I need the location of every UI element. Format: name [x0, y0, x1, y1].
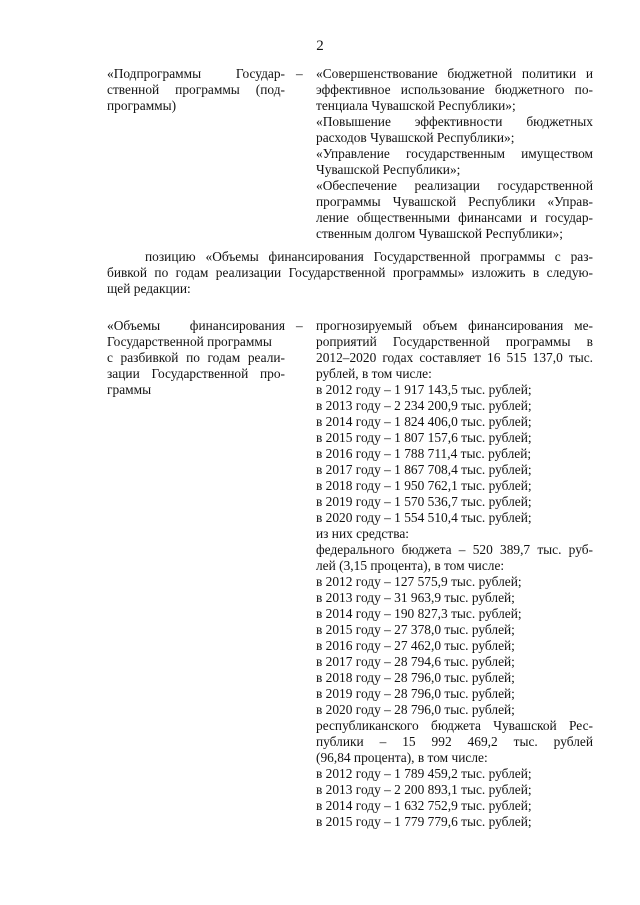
subprograms-dash: –	[296, 66, 303, 81]
instruction-line: позицию «Объемы финансирования Государственной программы с раз-	[145, 249, 593, 264]
subprograms-value-line: ственным долгом Чувашской Республики»;	[316, 226, 563, 241]
instruction-paragraph	[107, 249, 593, 297]
financing-value-line: в 2012 году – 127 575,9 тыс. рублей;	[316, 574, 522, 589]
subprograms-label-line: программы)	[107, 98, 177, 113]
financing-value-line: в 2015 году – 27 378,0 тыс. рублей;	[316, 622, 515, 637]
financing-value-line: в 2014 году – 1 632 752,9 тыс. рублей;	[316, 798, 532, 813]
financing-value-line: лей (3,15 процента), в том числе:	[316, 558, 505, 573]
financing-value-line: в 2014 году – 190 827,3 тыс. рублей;	[316, 606, 522, 621]
financing-label-line: с разбивкой по годам реали-	[107, 350, 285, 365]
subprograms-value-line: «Совершенствование бюджетной политики и	[316, 66, 593, 81]
subprograms-label-line: «Подпрограммы Государ-	[107, 66, 285, 81]
financing-value-line: республиканского бюджета Чувашской Рес-	[316, 718, 593, 733]
subprograms-value-line: эффективное использование бюджетного по-	[316, 82, 593, 97]
financing-label-line: граммы	[107, 382, 152, 397]
financing-value-line: в 2012 году – 1 917 143,5 тыс. рублей;	[316, 382, 532, 397]
financing-value-line: из них средства:	[316, 526, 410, 541]
financing-value-line: рублей, в том числе:	[316, 366, 432, 381]
financing-value-line: (96,84 процента), в том числе:	[316, 750, 488, 765]
financing-value-line: в 2013 году – 2 234 200,9 тыс. рублей;	[316, 398, 532, 413]
financing-value-line: в 2019 году – 28 796,0 тыс. рублей;	[316, 686, 515, 701]
subprograms-value-line: Чувашской Республики»;	[316, 162, 461, 177]
financing-value-line: в 2017 году – 28 794,6 тыс. рублей;	[316, 654, 515, 669]
subprograms-value-line: «Обеспечение реализации государственной	[316, 178, 593, 193]
financing-label-line: «Объемы финансирования	[107, 318, 285, 333]
subprograms-value-line: программы Чувашской Республики «Управ-	[316, 194, 593, 209]
financing-value-line: прогнозируемый объем финансирования ме-	[316, 318, 593, 333]
financing-value-line: в 2016 году – 1 788 711,4 тыс. рублей;	[316, 446, 532, 461]
financing-label	[107, 318, 285, 398]
financing-value-line: в 2017 году – 1 867 708,4 тыс. рублей;	[316, 462, 532, 477]
page-number: 2	[316, 38, 324, 54]
financing-label-line: зации Государственной про-	[107, 366, 285, 381]
subprograms-value-line: «Повышение эффективности бюджетных	[316, 114, 593, 129]
financing-value-line: публики – 15 992 469,2 тыс. рублей	[316, 734, 593, 749]
financing-value-line: в 2013 году – 31 963,9 тыс. рублей;	[316, 590, 515, 605]
financing-value-line: роприятий Государственной программы в	[316, 334, 593, 349]
subprograms-value	[316, 66, 593, 242]
financing-value-line: в 2015 году – 1 779 779,6 тыс. рублей;	[316, 814, 532, 829]
financing-value-line: в 2018 году – 1 950 762,1 тыс. рублей;	[316, 478, 532, 493]
subprograms-label-line: ственной программы (под-	[107, 82, 285, 97]
instruction-line: бивкой по годам реализации Государственной программы» изложить в следую-	[107, 265, 593, 280]
subprograms-value-line: тенциала Чувашской Республики»;	[316, 98, 516, 113]
instruction-line: щей редакции:	[107, 281, 191, 296]
financing-value	[316, 318, 593, 830]
subprograms-value-line: расходов Чувашской Республики»;	[316, 130, 515, 145]
financing-value-line: в 2015 году – 1 807 157,6 тыс. рублей;	[316, 430, 532, 445]
financing-value-line: в 2020 году – 28 796,0 тыс. рублей;	[316, 702, 515, 717]
financing-value-line: в 2013 году – 2 200 893,1 тыс. рублей;	[316, 782, 532, 797]
subprograms-value-line: ление общественными финансами и государ-	[316, 210, 593, 225]
financing-label-line: Государственной программы	[107, 334, 272, 349]
financing-value-line: 2012–2020 годах составляет 16 515 137,0 тыс.	[316, 350, 593, 365]
subprograms-value-line: «Управление государственным имуществом	[316, 146, 593, 161]
financing-value-line: федерального бюджета – 520 389,7 тыс. руб-	[316, 542, 593, 557]
financing-value-line: в 2016 году – 27 462,0 тыс. рублей;	[316, 638, 515, 653]
financing-value-line: в 2019 году – 1 570 536,7 тыс. рублей;	[316, 494, 532, 509]
financing-value-line: в 2020 году – 1 554 510,4 тыс. рублей;	[316, 510, 532, 525]
financing-value-line: в 2012 году – 1 789 459,2 тыс. рублей;	[316, 766, 532, 781]
subprograms-label	[107, 66, 285, 114]
financing-value-line: в 2014 году – 1 824 406,0 тыс. рублей;	[316, 414, 532, 429]
financing-dash: –	[296, 318, 303, 333]
financing-value-line: в 2018 году – 28 796,0 тыс. рублей;	[316, 670, 515, 685]
